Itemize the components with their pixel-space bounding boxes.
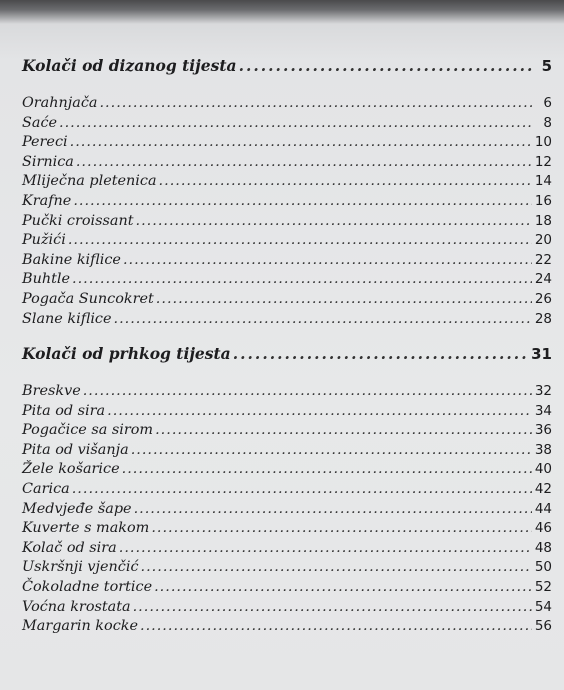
dot-leader [59,114,532,134]
dot-leader [76,153,532,173]
toc-entry [22,480,552,500]
entry-page-number: 16 [534,192,552,209]
toc-entry [22,402,552,422]
entry-page-number: 38 [534,441,552,458]
toc-entry [22,251,552,271]
entry-page-number: 28 [534,310,552,327]
entry-page-number: 44 [534,500,552,517]
entry-title: Pužići [22,232,66,249]
entry-title: Orahnjača [22,95,98,111]
dot-leader [233,344,529,363]
toc-entry [22,578,552,598]
entry-page-number: 52 [534,578,552,595]
section-title: Kolači od prhkog tijesta [22,344,231,363]
entry-title: Pereci [22,134,68,151]
toc-entry [22,617,552,637]
entry-title: Margarin kocke [22,618,138,635]
entry-title: Pogačice sa sirom [22,422,154,439]
dot-leader [239,56,532,75]
toc-entry [22,382,552,402]
entry-title: Voćna krostata [22,598,131,615]
toc-entry [22,133,552,153]
dot-leader [159,172,532,192]
section-prhko-tijesto [22,344,552,637]
entry-title: Slane kiflice [22,310,112,327]
toc-entry [22,114,552,134]
dot-leader [140,617,532,637]
entry-page-number: 36 [534,422,552,439]
dot-leader [99,94,532,114]
toc-entry [22,519,552,539]
entry-title: Žele košarice [22,461,120,478]
dot-leader [73,192,532,212]
dot-leader [107,402,532,422]
toc-entry [22,231,552,251]
entry-title: Bakine kiflice [22,251,121,268]
toc-entry [22,558,552,578]
dot-leader [123,251,532,271]
entry-title: Medvjeđe šape [22,500,132,517]
dot-leader [122,460,532,480]
toc-entry [22,212,552,232]
entry-page-number: 22 [534,251,552,268]
entry-page-number: 48 [534,539,552,556]
entry-title: Pučki croissant [22,212,134,229]
dot-leader [141,558,532,578]
entry-title: Buhtle [22,271,71,288]
dot-leader [154,578,532,598]
entry-page-number: 12 [534,153,552,170]
entry-page-number: 6 [543,95,552,111]
toc-entry [22,421,552,441]
entry-page-number: 18 [534,212,552,229]
toc-entry [22,270,552,290]
section-heading [22,56,552,78]
entry-title: Pita od sira [22,402,106,419]
toc-entry [22,460,552,480]
section-heading [22,344,552,366]
toc-entry [22,598,552,618]
entry-title: Čokoladne tortice [22,578,153,595]
dot-leader [151,519,532,539]
section-page-number: 5 [541,57,552,75]
entry-page-number: 40 [534,461,552,478]
entry-page-number: 50 [534,559,552,576]
dot-leader [155,421,532,441]
toc-entry [22,290,552,310]
entry-title: Kuverte s makom [22,520,150,537]
entry-page-number: 10 [534,134,552,151]
entry-page-number: 20 [534,232,552,249]
entry-title: Mliječna pletenica [22,173,157,190]
toc-entry [22,310,552,330]
dot-leader [70,133,532,153]
entry-page-number: 56 [534,618,552,635]
entry-page-number: 54 [534,598,552,615]
toc-entry [22,441,552,461]
entry-page-number: 34 [534,402,552,419]
dot-leader [114,310,533,330]
dot-leader [134,500,532,520]
section-dizano-tijesto [22,56,552,329]
entry-page-number: 26 [534,290,552,307]
dot-leader [72,270,532,290]
entry-page-number: 46 [534,520,552,537]
entry-title: Kolač od sira [22,539,117,556]
dot-leader [72,480,532,500]
entry-title: Sirnica [22,153,74,170]
toc-entry [22,172,552,192]
toc-entry [22,94,552,114]
entry-title: Pogača Suncokret [22,290,154,307]
toc-entry [22,500,552,520]
entry-page-number: 8 [543,114,552,131]
section-page-number: 31 [531,345,552,363]
entry-title: Pita od višanja [22,441,129,458]
entry-page-number: 24 [534,271,552,288]
dot-leader [68,231,532,251]
dot-leader [136,212,532,232]
entry-title: Carica [22,480,70,497]
dot-leader [131,441,532,461]
entry-title: Saće [22,114,58,131]
dot-leader [83,382,532,402]
entry-title: Uskršnji vjenčić [22,559,139,576]
toc-entry [22,539,552,559]
section-title: Kolači od dizanog tijesta [22,56,237,75]
dot-leader [133,598,532,618]
dot-leader [156,290,532,310]
dot-leader [119,539,532,559]
entry-title: Breskve [22,383,81,399]
entry-page-number: 32 [534,383,552,399]
toc-entry [22,192,552,212]
entry-title: Krafne [22,192,72,209]
entry-page-number: 14 [534,173,552,190]
toc-entry [22,153,552,173]
entry-page-number: 42 [534,480,552,497]
